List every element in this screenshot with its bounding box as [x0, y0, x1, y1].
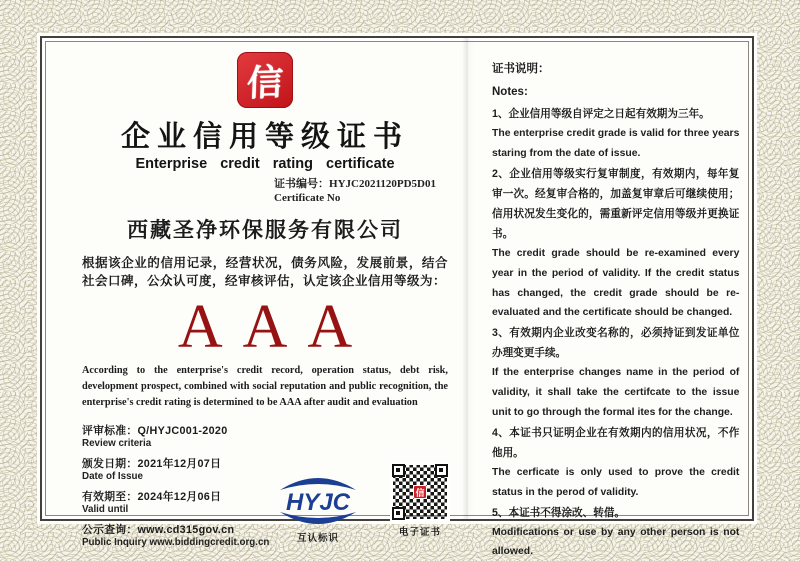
certificate-title-cn: 企业信用等级证书 [120, 121, 409, 153]
e-certificate-qr [392, 464, 448, 538]
front-page-footer [82, 423, 448, 548]
company-name: 西藏圣净环保服务有限公司 [127, 218, 403, 242]
certificate-front-page [42, 38, 462, 549]
note-4-cn: 4、本证书只证明企业在有效期内的信用状况，不作他用。 [492, 426, 740, 459]
certificate-number-block [274, 178, 436, 206]
certificate-title-en: Enterprise credit rating certificate [135, 156, 395, 172]
field-public-inquiry: 公示查询：www.cd315gov.cn Public Inquiry www.biddingcredit.org.cn [82, 524, 270, 549]
hyjc-mutual-recognition-mark [272, 474, 364, 544]
note-1-cn: 1、企业信用等级自评定之日起有效期为三年。 [492, 108, 710, 120]
note-2-en: The credit grade should be re-examined every year in the period of validity. If the credit status has changed, the credit grade should be re-evaluated and the certificate should be changed. [492, 248, 740, 319]
note-2-cn: 2、企业信用等级实行复审制度，有效期内，每年复审一次。经复审合格的，加盖复审章后可继续使用；信用状况发生变化的，需重新评定信用等级并更换证书。 [492, 167, 740, 241]
note-4-en: The cerficate is only used to prove the credit status in the perod of validity. [492, 467, 740, 498]
logo-character: 信 [246, 61, 284, 104]
certificate-number-label-en: Certificate No [274, 191, 341, 204]
certificate-inner-frame [40, 36, 754, 558]
credit-xin-logo-icon [237, 52, 293, 108]
note-3-en: If the enterprise changes name in the period of validity, it shall take the certifcate to the issue unit to go through the formal ites for the change. [492, 367, 740, 418]
credit-rating-value: AAA [177, 293, 373, 361]
notes-title-en: Notes: [492, 86, 528, 98]
note-5-en: Modifications or use by any other person is not allowed. [492, 526, 740, 558]
page-fold [462, 38, 474, 519]
note-3-cn: 3、有效期内企业改变名称的，必须持证到发证单位办理变更手续。 [492, 327, 740, 360]
certificate-fields [82, 423, 272, 548]
qr-code-icon [392, 464, 448, 520]
rating-statement-en: According to the enterprise's credit record, operation status, debt risk, development prospect, combined with social reputation and public recognition, the enterprise's credit rating is determined to be AAA after audit and evaluation [82, 365, 448, 409]
certificate-number-value: HYJC2021120PD5D01 [329, 178, 436, 190]
note-1-en: The enterprise credit grade is valid for three years staring from the date of issue. [492, 128, 740, 159]
certificate-number-label-cn: 证书编号： [274, 178, 330, 190]
rating-statement-cn: 根据该企业的信用记录，经营状况，债务风险，发展前景，结合社会口碑，公众认可度，经审核评估，认定该企业信用等级为： [82, 255, 448, 289]
mutual-mark-caption: 互认标识 [296, 533, 339, 545]
field-date-of-issue: 颁发日期：2021年12月07日 Date of Issue [82, 458, 222, 483]
note-5-cn: 5、本证书不得涂改、转借。 [492, 506, 626, 519]
e-certificate-caption: 电子证书 [398, 527, 441, 539]
certificate-notes-page [474, 38, 769, 558]
field-review-criteria: 评审标准：Q/HYJC001-2020 Review criteria [82, 425, 228, 450]
hyjc-logo-icon [272, 474, 364, 526]
qr-center-logo-icon: 信 [413, 485, 427, 499]
notes-title [492, 58, 739, 104]
svg-text:HYJC: HYJC [285, 489, 351, 517]
field-valid-until: 有效期至：2024年12月06日 Valid until [82, 491, 222, 516]
certificate-number-line [274, 178, 436, 192]
notes-title-cn: 证书说明： [492, 63, 550, 75]
